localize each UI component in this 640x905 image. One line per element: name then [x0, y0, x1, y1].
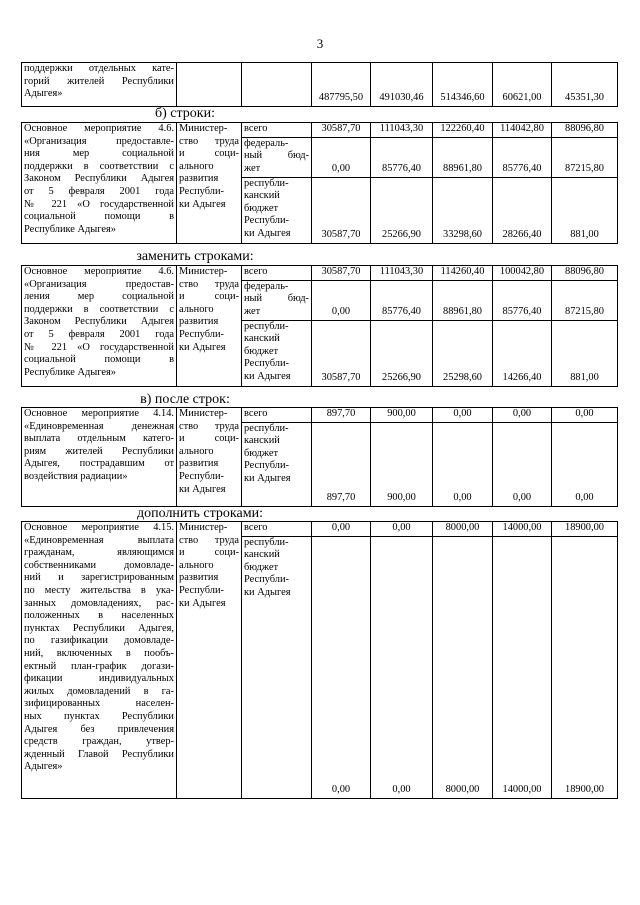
ministry-cell	[177, 63, 242, 107]
value-cell: 897,70	[312, 408, 371, 423]
text-line: занных домовладениях, рас-	[24, 597, 174, 609]
text-line: «Организация предостав-	[24, 278, 174, 290]
text-line: ство труда	[179, 420, 239, 432]
value-cell: 881,00	[552, 177, 618, 243]
text-line: «Единовременная выплата	[24, 534, 174, 546]
text-line: федераль-	[244, 137, 289, 149]
text-line: Адыгея, пострадавшим от	[24, 458, 174, 470]
text-line: ки Адыгея	[179, 341, 226, 353]
text-line: Адыгея без привлечения	[24, 723, 174, 735]
text-line: Министер-	[179, 266, 228, 277]
value-cell: 88961,80	[433, 137, 493, 177]
text-line: Основное мероприятие 4.6.	[24, 123, 174, 134]
text-line: Республи-	[179, 328, 224, 340]
text-line: развития	[179, 173, 219, 185]
text-line: ных пунктах Республики	[24, 710, 174, 722]
value-cell: 25298,60	[433, 320, 493, 386]
source-cell	[242, 137, 312, 177]
value-cell: 0,00	[371, 522, 433, 537]
text-line: Законом Республики Адыгея	[24, 316, 174, 328]
text-line: Министер-	[179, 408, 228, 419]
value-cell: 514346,60	[433, 63, 493, 107]
text-line: ального	[179, 303, 214, 315]
text-line: риям жителей Республики	[24, 445, 174, 457]
text-line: Адыгея»	[24, 761, 63, 773]
value-cell: 85776,40	[493, 280, 552, 320]
value-cell: 85776,40	[371, 137, 433, 177]
text-line: бюджет	[244, 447, 279, 459]
value-cell: 88961,80	[433, 280, 493, 320]
ministry-cell	[177, 123, 242, 244]
value-cell: 14000,00	[493, 522, 552, 537]
text-line: канский	[244, 333, 280, 345]
value-cell: 85776,40	[493, 137, 552, 177]
text-line: по газификации домовладе-	[24, 635, 174, 647]
value-cell: 114042,80	[493, 123, 552, 138]
value-cell: 14000,00	[493, 536, 552, 798]
text-line: ления мер социальной	[24, 291, 174, 303]
text-line: Республике Адыгея»	[24, 223, 116, 235]
text-line: канский	[244, 549, 280, 561]
text-line: воздействия радиации»	[24, 470, 128, 482]
text-line: «Единовременная денежная	[24, 420, 174, 432]
text-line: республи-	[244, 320, 289, 332]
desc-cell	[22, 63, 177, 107]
text-line: поддержки в соответствии с	[24, 160, 174, 172]
text-line: канский	[244, 190, 280, 202]
text-line: ки Адыгея	[244, 227, 291, 239]
text-line: от 5 февраля 2001 года	[24, 328, 174, 340]
text-line: всего	[244, 408, 268, 419]
text-line: по месту жительства в ука-	[24, 584, 174, 596]
text-line: горий жителей Республики	[24, 75, 174, 87]
text-line: «Организация предоставле-	[24, 135, 174, 147]
value-cell: 88096,80	[552, 123, 618, 138]
value-cell: 30587,70	[312, 123, 371, 138]
value-cell: 900,00	[371, 422, 433, 506]
text-line: Республи-	[244, 215, 289, 227]
source-cell	[242, 280, 312, 320]
value-cell: 30587,70	[312, 320, 371, 386]
text-line: средств граждан, утвер-	[24, 736, 174, 748]
value-cell: 14266,40	[493, 320, 552, 386]
ministry-cell	[177, 408, 242, 507]
value-cell: 0,00	[371, 536, 433, 798]
text-line: ки Адыгея	[179, 483, 226, 495]
source-cell	[242, 536, 312, 798]
table-block-v	[21, 407, 618, 507]
source-cell	[242, 422, 312, 506]
text-line: гражданам, являющимся	[24, 547, 174, 559]
heading-replace-rows: заменить строками:	[136, 249, 254, 264]
text-line: Республи-	[179, 470, 224, 482]
value-cell: 18900,00	[552, 522, 618, 537]
source-cell	[242, 522, 312, 537]
value-cell: 0,00	[493, 422, 552, 506]
text-line: ный бюд-	[244, 293, 309, 305]
heading-v-after-rows: в) после строк:	[140, 392, 230, 407]
text-line: поддержки отдельных кате-	[24, 63, 174, 74]
value-cell: 88096,80	[552, 266, 618, 281]
value-cell: 487795,50	[312, 63, 371, 107]
value-cell: 30587,70	[312, 266, 371, 281]
value-cell: 87215,80	[552, 280, 618, 320]
desc-cell	[22, 522, 177, 799]
value-cell: 0,00	[312, 522, 371, 537]
value-cell: 0,00	[433, 422, 493, 506]
value-cell: 100042,80	[493, 266, 552, 281]
text-line: Республи-	[244, 574, 289, 586]
text-line: собственниками домовладе-	[24, 559, 174, 571]
text-line: поддержки в соответствии с	[24, 303, 174, 315]
text-line: от 5 февраля 2001 года	[24, 185, 174, 197]
text-line: канский	[244, 435, 280, 447]
source-cell	[242, 266, 312, 281]
text-line: Министер-	[179, 123, 228, 134]
text-line: социальной помощи в	[24, 211, 174, 223]
value-cell: 111043,30	[371, 123, 433, 138]
source-cell	[242, 63, 312, 107]
text-line: Республи-	[179, 185, 224, 197]
heading-add-rows: дополнить строками:	[137, 506, 263, 521]
value-cell: 111043,30	[371, 266, 433, 281]
text-line: бюджет	[244, 561, 279, 573]
value-cell: 0,00	[312, 280, 371, 320]
value-cell: 897,70	[312, 422, 371, 506]
text-line: Законом Республики Адыгея	[24, 173, 174, 185]
desc-cell	[22, 408, 177, 507]
text-line: жет	[244, 162, 261, 174]
text-line: ний и зарегистрированным	[24, 572, 174, 584]
value-cell: 122260,40	[433, 123, 493, 138]
text-line: республи-	[244, 536, 289, 548]
text-line: ство труда	[179, 534, 239, 546]
text-line: ального	[179, 559, 214, 571]
text-line: Республике Адыгея»	[24, 366, 116, 378]
text-line: ального	[179, 160, 214, 172]
table-block-replace	[21, 265, 618, 387]
text-line: ный бюд-	[244, 150, 309, 162]
value-cell: 30587,70	[312, 177, 371, 243]
text-line: ство труда	[179, 278, 239, 290]
text-line: ального	[179, 445, 214, 457]
value-cell: 900,00	[371, 408, 433, 423]
text-line: ектный план-график догази-	[24, 660, 174, 672]
ministry-cell	[177, 522, 242, 799]
value-cell: 0,00	[312, 536, 371, 798]
desc-cell	[22, 266, 177, 387]
source-cell	[242, 408, 312, 423]
text-line: зифицированных населен-	[24, 698, 174, 710]
text-line: ки Адыгея	[179, 597, 226, 609]
text-line: и соци-	[179, 291, 239, 303]
value-cell: 0,00	[312, 137, 371, 177]
value-cell: 491030,46	[371, 63, 433, 107]
text-line: пунктах Республики Адыгея,	[24, 622, 174, 634]
text-line: Министер-	[179, 522, 228, 533]
text-line: республи-	[244, 177, 289, 189]
text-line: Республи-	[244, 358, 289, 370]
text-line: ство труда	[179, 135, 239, 147]
source-cell	[242, 320, 312, 386]
text-line: жилых домовладений в га-	[24, 685, 174, 697]
text-line: бюджет	[244, 345, 279, 357]
source-cell	[242, 123, 312, 138]
text-line: развития	[179, 458, 219, 470]
text-line: жденный Главой Республики	[24, 748, 174, 760]
text-line: развития	[179, 572, 219, 584]
value-cell: 0,00	[433, 408, 493, 423]
page-number: 3	[316, 36, 324, 51]
text-line: и соци-	[179, 433, 239, 445]
desc-cell	[22, 123, 177, 244]
text-line: и соци-	[179, 547, 239, 559]
text-line: ки Адыгея	[179, 198, 226, 210]
value-cell: 881,00	[552, 320, 618, 386]
ministry-cell	[177, 266, 242, 387]
text-line: фикации индивидуальных	[24, 673, 174, 685]
value-cell: 25266,90	[371, 177, 433, 243]
value-cell: 8000,00	[433, 536, 493, 798]
text-line: № 221 «О государственной	[24, 341, 174, 353]
value-cell: 0,00	[552, 408, 618, 423]
table-block-b	[21, 122, 618, 244]
text-line: Основное мероприятие 4.6.	[24, 266, 174, 277]
text-line: и соци-	[179, 148, 239, 160]
value-cell: 60621,00	[493, 63, 552, 107]
value-cell: 0,00	[552, 422, 618, 506]
value-cell: 8000,00	[433, 522, 493, 537]
table-block-add	[21, 521, 618, 799]
text-line: Республи-	[244, 460, 289, 472]
value-cell: 45351,30	[552, 63, 618, 107]
text-line: ний, включенных в пообъ-	[24, 647, 174, 659]
value-cell: 25266,90	[371, 320, 433, 386]
text-line: положенных в населенных	[24, 610, 174, 622]
text-line: всего	[244, 266, 268, 277]
heading-b-rows: б) строки:	[155, 106, 215, 121]
value-cell: 0,00	[493, 408, 552, 423]
text-line: всего	[244, 123, 268, 134]
text-line: Основное мероприятие 4.15.	[24, 522, 174, 533]
text-line: Основное мероприятие 4.14.	[24, 408, 174, 419]
text-line: жет	[244, 305, 261, 317]
text-line: ки Адыгея	[244, 370, 291, 382]
value-cell: 87215,80	[552, 137, 618, 177]
text-line: республи-	[244, 422, 289, 434]
text-line: бюджет	[244, 202, 279, 214]
text-line: № 221 «О государственной	[24, 198, 174, 210]
text-line: Адыгея»	[24, 88, 63, 100]
value-cell: 33298,60	[433, 177, 493, 243]
text-line: развития	[179, 316, 219, 328]
text-line: федераль-	[244, 280, 289, 292]
text-line: ки Адыгея	[244, 586, 291, 598]
value-cell: 114260,40	[433, 266, 493, 281]
text-line: всего	[244, 522, 268, 533]
value-cell: 18900,00	[552, 536, 618, 798]
text-line: выплата отдельным катего-	[24, 433, 174, 445]
source-cell	[242, 177, 312, 243]
text-line: Республи-	[179, 584, 224, 596]
value-cell: 28266,40	[493, 177, 552, 243]
text-line: социальной помощи в	[24, 354, 174, 366]
text-line: ки Адыгея	[244, 472, 291, 484]
text-line: ния мер социальной	[24, 148, 174, 160]
value-cell: 85776,40	[371, 280, 433, 320]
table-top-continuation	[21, 62, 618, 107]
